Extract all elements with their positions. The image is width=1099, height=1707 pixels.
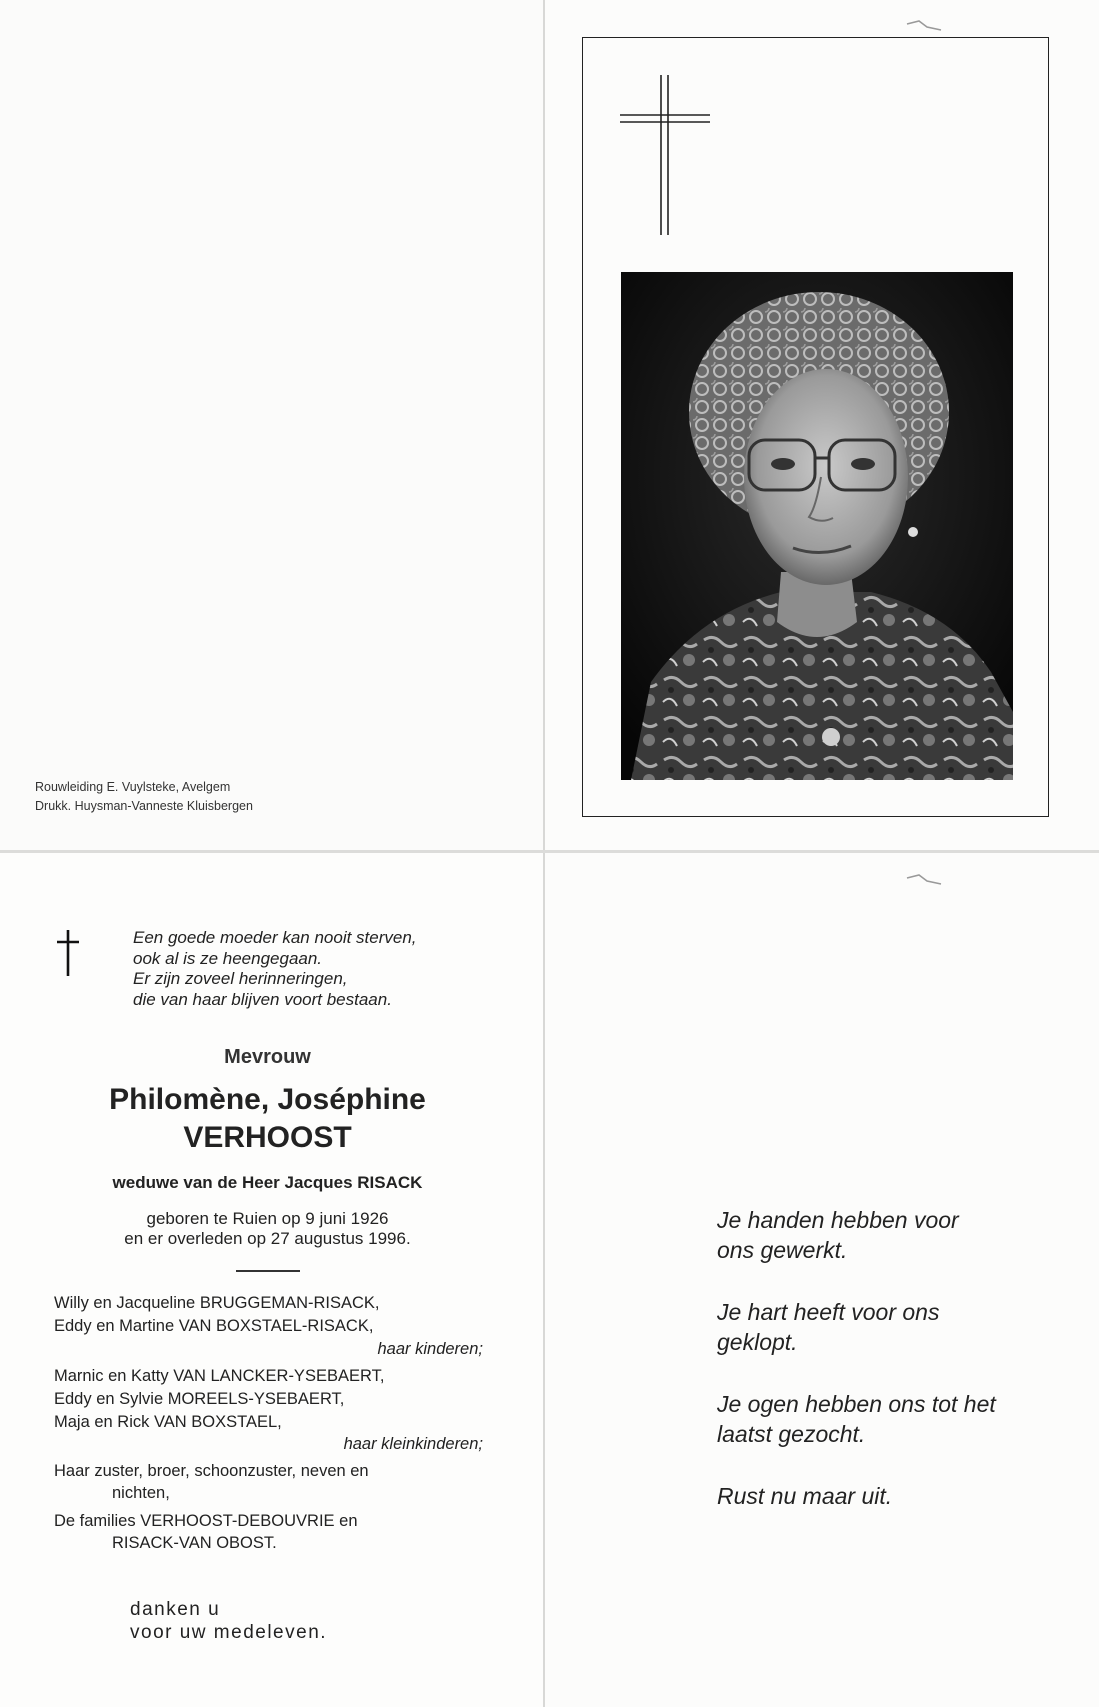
divider xyxy=(236,1270,300,1272)
verse-line: Je ogen hebben ons tot het xyxy=(717,1391,996,1417)
verse-line: ons gewerkt. xyxy=(717,1237,848,1263)
double-line-cross-icon xyxy=(620,75,710,235)
funeral-director-line: Rouwleiding E. Vuylsteke, Avelgem xyxy=(35,780,231,794)
surname: VERHOOST xyxy=(183,1121,352,1154)
portrait-photo xyxy=(621,272,1013,780)
family-line: nichten, xyxy=(112,1484,170,1502)
family-line: Marnic en Katty VAN LANCKER-YSEBAERT, xyxy=(54,1367,385,1385)
family-line: Eddy en Martine VAN BOXSTAEL-RISACK, xyxy=(54,1317,374,1335)
honorific: Mevrouw xyxy=(224,1046,311,1068)
family-line: Eddy en Sylvie MOREELS-YSEBAERT, xyxy=(54,1390,345,1408)
back-panel xyxy=(0,0,543,850)
verse-stanza xyxy=(717,1205,959,1265)
death-line: en er overleden op 27 augustus 1996. xyxy=(124,1229,411,1248)
verse-line: Rust nu maar uit. xyxy=(717,1483,893,1509)
poem-line: die van haar blijven voort bestaan. xyxy=(133,989,392,1009)
family-line: Willy en Jacqueline BRUGGEMAN-RISACK, xyxy=(54,1294,380,1312)
poem-line: Een goede moeder kan nooit sterven, xyxy=(133,928,417,947)
verse-line: Je handen hebben voor xyxy=(717,1207,959,1233)
verse-line: geklopt. xyxy=(717,1329,798,1355)
first-names: Philomène, Joséphine xyxy=(109,1083,426,1116)
verse-stanza xyxy=(717,1389,996,1449)
birth-death-info xyxy=(40,1209,495,1249)
vertical-fold-line xyxy=(543,0,545,1707)
family-line: Haar zuster, broer, schoonzuster, neven en xyxy=(54,1462,369,1480)
printer-credits xyxy=(35,778,253,816)
widow-of: weduwe van de Heer Jacques RISACK xyxy=(112,1173,423,1192)
horizontal-fold-line xyxy=(0,850,1099,853)
grandchildren-role: haar kleinkinderen; xyxy=(343,1435,483,1453)
printer-line: Drukk. Huysman-Vanneste Kluisbergen xyxy=(35,799,253,813)
verse-line: Je hart heeft voor ons xyxy=(717,1299,940,1325)
poem xyxy=(133,928,417,1010)
family-line: Maja en Rick VAN BOXSTAEL, xyxy=(54,1413,282,1431)
verse-line: laatst gezocht. xyxy=(717,1421,866,1447)
verse-stanza xyxy=(717,1297,939,1357)
poem-line: Er zijn zoveel herinneringen, xyxy=(133,969,348,988)
thanks-line: danken u xyxy=(130,1599,221,1620)
children-role: haar kinderen; xyxy=(377,1340,483,1358)
inner-right-panel xyxy=(545,853,1099,1707)
birth-line: geboren te Ruien op 9 juni 1926 xyxy=(146,1209,389,1228)
verse-stanza xyxy=(717,1481,892,1511)
staple-mark-icon xyxy=(905,872,943,886)
staple-mark-icon xyxy=(905,18,943,32)
family-line: RISACK-VAN OBOST. xyxy=(112,1534,277,1552)
family-line: De families VERHOOST-DEBOUVRIE en xyxy=(54,1512,358,1530)
thanks-line: voor uw medeleven. xyxy=(130,1622,328,1643)
cross-icon xyxy=(55,930,81,976)
portrait-image xyxy=(621,272,1013,780)
poem-line: ook al is ze heengegaan. xyxy=(133,948,323,968)
